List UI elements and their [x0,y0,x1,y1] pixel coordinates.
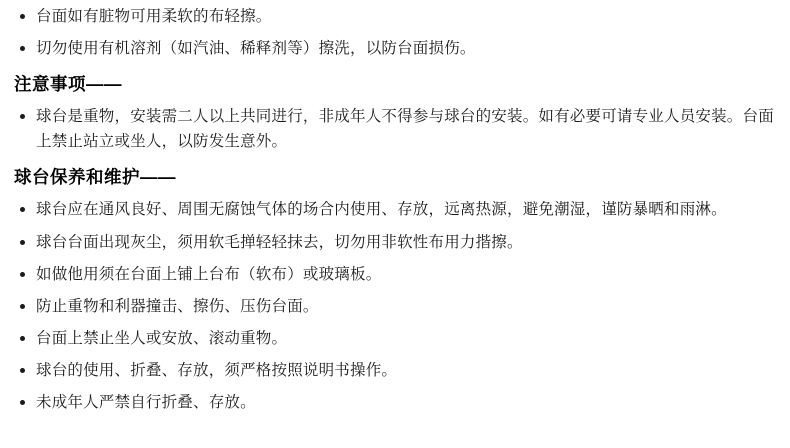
list-item: 台面如有脏物可用柔软的布轻擦。 [14,4,776,29]
list-item: 球台应在通风良好、周围无腐蚀气体的场合内使用、存放，远离热源，避免潮湿，谨防暴晒和雨淋。 [14,197,776,222]
list-item: 如做他用须在台面上铺上台布（软布）或玻璃板。 [14,262,776,287]
section-heading-maintenance: 球台保养和维护—— [14,167,176,188]
list-item: 球台是重物，安装需二人以上共同进行，非成年人不得参与球台的安装。如有必要可请专业人员安装。台面上禁止站立或坐人，以防发生意外。 [14,104,776,154]
list-item: 防止重物和利器撞击、擦伤、压伤台面。 [14,294,776,319]
list-item: 台面上禁止坐人或安放、滚动重物。 [14,326,776,351]
list-item: 未成年人严禁自行折叠、存放。 [14,390,776,415]
precautions-bullet-list [14,104,776,154]
top-bullet-list [14,4,776,61]
list-item: 球台台面出现灰尘，须用软毛掸轻轻抹去，切勿用非软性布用力揩擦。 [14,230,776,255]
section-heading-precautions: 注意事项—— [14,74,122,95]
maintenance-bullet-list [14,197,776,415]
list-item: 切勿使用有机溶剂（如汽油、稀释剂等）擦洗，以防台面损伤。 [14,36,776,61]
list-item: 球台的使用、折叠、存放，须严格按照说明书操作。 [14,358,776,383]
